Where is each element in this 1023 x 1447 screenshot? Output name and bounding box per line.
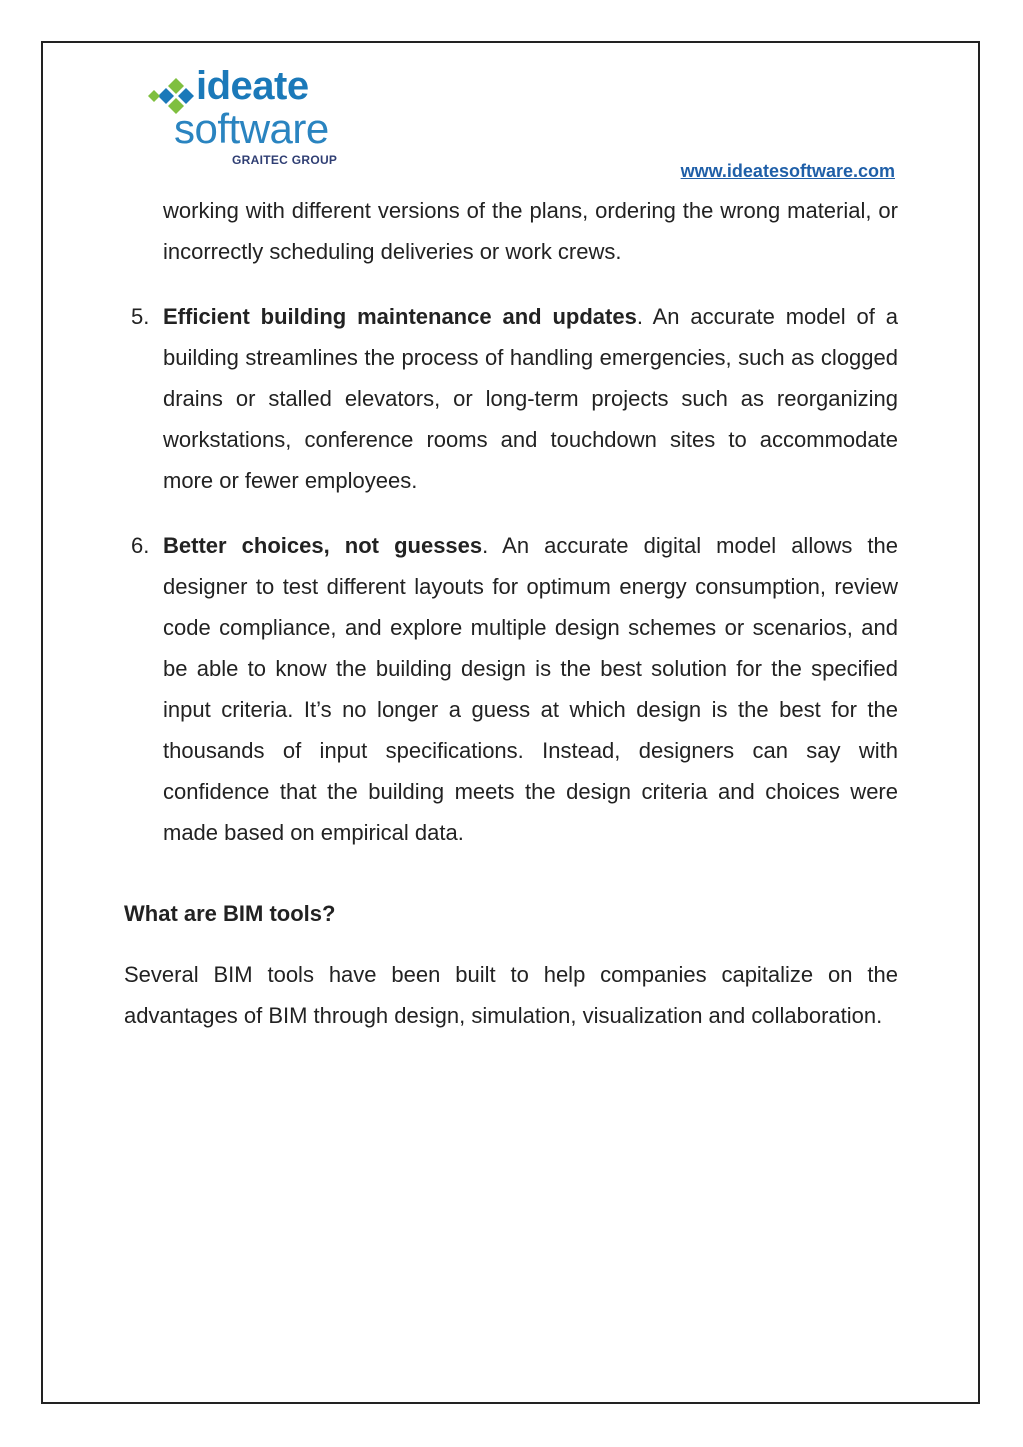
- list-item-6: [131, 525, 899, 853]
- section-heading: What are BIM tools?: [124, 901, 336, 926]
- logo-group-label: GRAITEC GROUP: [232, 153, 338, 167]
- list-item-text: . An accurate model of a building streamlines the process of handling emergencies, such as clogged drains or stalled elevators, or long-term projects such as reorganizing workstations, conference rooms and touchdown sites to accommodate more or fewer employees.: [163, 304, 898, 493]
- list-item-body: [163, 525, 898, 853]
- list-item-text: . An accurate digital model allows the designer to test different layouts for optimum energy consumption, review code compliance, and explore multiple design schemes or scenarios, and be able to know the building design is the best solution for the specified input criteria. It’s no longer a guess at which design is the best for the thousands of input specifications. Instead, designers can say with confidence that the building meets the design criteria and choices were made based on empirical data.: [163, 533, 899, 845]
- list-item-number: 6.: [131, 533, 150, 558]
- website-link[interactable]: www.ideatesoftware.com: [680, 161, 895, 181]
- bim-tools-paragraph: Several BIM tools have been built to help companies capitalize on the advantages of BIM through design, simulation, visualization and collaboration.: [124, 962, 898, 1028]
- list-item-number: 5.: [131, 304, 150, 329]
- logo-word-software: software: [174, 105, 329, 152]
- list-item-title: Better choices, not guesses: [163, 533, 483, 558]
- continued-paragraph: working with different versions of the plans, ordering the wrong material, or incorrectly scheduling deliveries or work crews.: [163, 198, 898, 264]
- logo-word-ideate: ideate: [196, 64, 309, 108]
- list-item-5: [131, 296, 898, 501]
- ideate-software-logo: [146, 64, 386, 170]
- list-item-body: [163, 296, 898, 501]
- list-item-title: Efficient building maintenance and updates: [163, 304, 637, 329]
